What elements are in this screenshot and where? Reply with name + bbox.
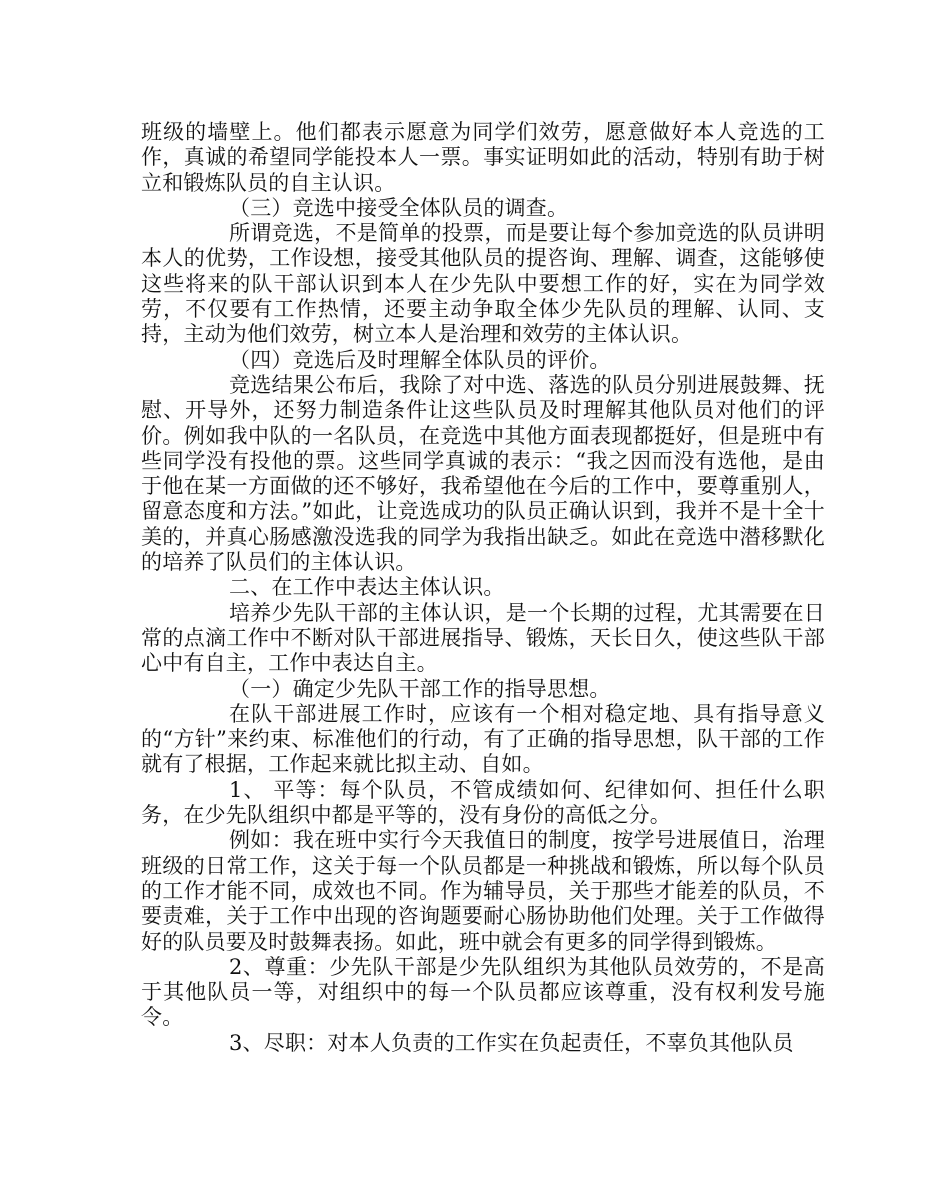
section-heading-2: 二、在工作中表达主体认识。 bbox=[229, 575, 505, 600]
list-item-duty: 3、尽职：对本人负责的工作实在负起责任，不辜负其他队员 bbox=[229, 1030, 794, 1055]
paragraph-1: 班级的墙壁上。他们都表示愿意为同学们效劳，愿意做好本人竞选的工作，真诚的希望同学能投本人一票。事实证明如此的活动，特别有助于树立和锻炼队员的自主认识。 bbox=[141, 120, 825, 195]
subsection-heading-1: （一）确定少先队干部工作的指导思想。 bbox=[229, 676, 611, 701]
section-heading-4: （四）竞选后及时理解全体队员的评价。 bbox=[229, 347, 611, 372]
paragraph-3: 所谓竞选，不是简单的投票，而是要让每个参加竞选的队员讲明本人的优势，工作设想，接受其他队员的提咨询、理解、调查，这能够使这些将来的队干部认识到本人在少先队中要想工作的好，实在为同学效劳，不仅要有工作热情，还要主动争取全体少先队员的理解、认同、支持，主动为他们效劳，树立本人是治理和效劳的主体认识。 bbox=[141, 221, 825, 347]
paragraph-5: 竞选结果公布后，我除了对中选、落选的队员分别进展鼓舞、抚慰、开导外，还努力制造条件让这些队员及时理解其他队员对他们的评价。例如我中队的一名队员，在竞选中其他方面表现都挺好，但是班中有些同学没有投他的票。这些同学真诚的表示：“我之因而没有选他，是由于他在某一方面做的还不够好，我希望他在今后的工作中，要尊重别人，留意态度和方法。”如此，让竞选成功的队员正确认识到，我并不是十全十美的，并真心肠感激没选我的同学为我指出缺乏。如此在竞选中潜移默化的培养了队员们的主体认识。 bbox=[141, 372, 825, 575]
paragraph-7: 培养少先队干部的主体认识，是一个长期的过程，尤其需要在日常的点滴工作中不断对队干部进展指导、锻炼，天长日久，使这些队干部心中有自主，工作中表达自主。 bbox=[141, 600, 825, 676]
document-body bbox=[141, 120, 825, 1056]
list-item-respect: 2、尊重：少先队干部是少先队组织为其他队员效劳的，不是高于其他队员一等，对组织中的每一个队员都应该尊重，没有权利发号施令。 bbox=[141, 954, 825, 1030]
list-item-equality: 1、 平等：每个队员，不管成绩如何、纪律如何、担任什么职务，在少先队组织中都是平等的，没有身份的高低之分。 bbox=[141, 777, 825, 828]
section-heading-3: （三）竞选中接受全体队员的调查。 bbox=[229, 195, 569, 220]
paragraph-9: 在队干部进展工作时，应该有一个相对稳定地、具有指导意义的“方针”来约束、标准他们的行动，有了正确的指导思想，队干部的工作就有了根据，工作起来就比拟主动、自如。 bbox=[141, 701, 825, 777]
paragraph-example: 例如：我在班中实行今天我值日的制度，按学号进展值日，治理班级的日常工作，这关于每一个队员都是一种挑战和锻炼，所以每个队员的工作才能不同，成效也不同。作为辅导员，关于那些才能差的队员，不要责难，关于工作中出现的咨询题要耐心肠协助他们处理。关于工作做得好的队员要及时鼓舞表扬。如此，班中就会有更多的同学得到锻炼。 bbox=[141, 828, 825, 954]
